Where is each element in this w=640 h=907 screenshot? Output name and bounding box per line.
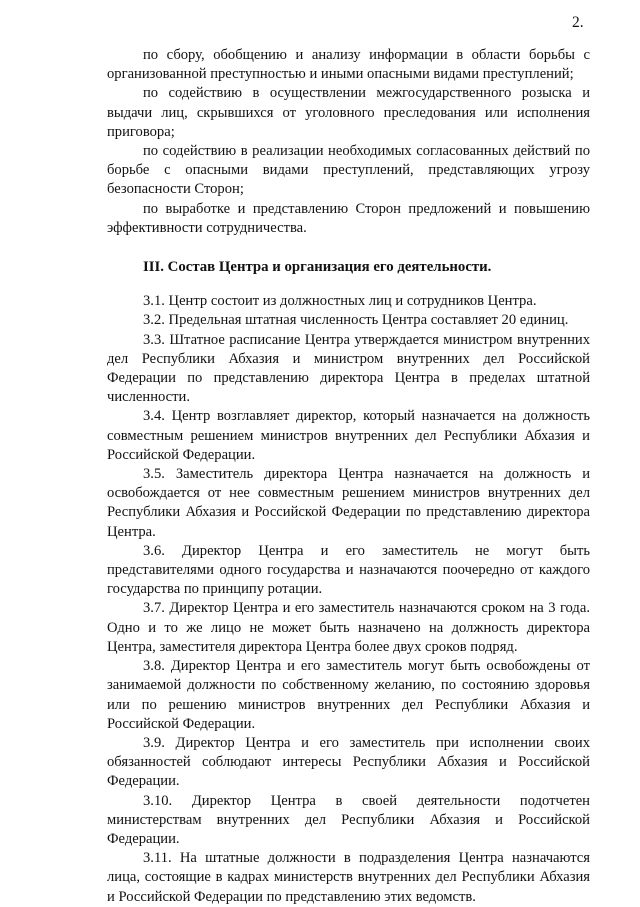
clause-3-10: 3.10. Директор Центра в своей деятельности подотчетен министерствам внутренних дел Республики Абхазия и Российской Федерации.: [107, 792, 590, 847]
clause-3-8: 3.8. Директор Центра и его заместитель могут быть освобождены от занимаемой должности по собственному желанию, по состоянию здоровья или по решению министров внутренних дел Республики Абхазия и Российской Федерации.: [107, 658, 590, 732]
clause-3-1: 3.1. Центр состоит из должностных лиц и сотрудников Центра.: [143, 293, 537, 310]
clause-3-2: 3.2. Предельная штатная численность Центра составляет 20 единиц.: [143, 312, 569, 329]
clause-3-3: 3.3. Штатное расписание Центра утверждается министром внутренних дел Республики Абхазия и министром внутренних дел Российской Федерации по представлению директора Центра в пределах штатной численности.: [107, 331, 590, 406]
intro-paragraph-2: по содействию в осуществлении межгосударственного розыска и выдачи лиц, скрывшихся от уголовного преследования или исполнения приговора;: [107, 85, 590, 140]
clause-3-7: 3.7. Директор Центра и его заместитель назначаются сроком на 3 года. Одно и то же лицо не может быть назначено на должность директора Центра, заместителя директора Центра более двух сроков подряд.: [107, 600, 590, 655]
clause-3-5: 3.5. Заместитель директора Центра назначается на должность и освобождается от нее совместным решением министров внутренних дел Республики Абхазия и Российской Федерации по представлению директора Центра.: [107, 466, 590, 540]
section-heading: III. Состав Центра и организация его деятельности.: [143, 259, 492, 276]
intro-paragraph-4: по выработке и представлению Сторон предложений и повышению эффективности сотрудничества.: [107, 200, 590, 236]
intro-paragraph-1: по сбору, обобщению и анализу информации в области борьбы с организованной преступностью и иными опасными видами преступлений;: [107, 47, 590, 83]
clause-3-11: 3.11. На штатные должности в подразделения Центра назначаются лица, состоящие в кадрах министерств внутренних дел Республики Абхазия и Российской Федерации по представлению этих ведомств.: [107, 850, 590, 905]
document-body: [107, 46, 590, 907]
intro-paragraph-3: по содействию в реализации необходимых согласованных действий по борьбе с опасными видами преступлений, представляющих угрозу безопасности Сторон;: [107, 143, 590, 198]
page-number: 2.: [572, 14, 584, 31]
clause-3-6: 3.6. Директор Центра и его заместитель не могут быть представителями одного государства и назначаются поочередно от каждого государства по принципу ротации.: [107, 542, 590, 598]
clause-3-4: 3.4. Центр возглавляет директор, который назначается на должность совместным решением министров внутренних дел Республики Абхазия и Российской Федерации.: [107, 408, 590, 463]
clause-3-9: 3.9. Директор Центра и его заместитель при исполнении своих обязанностей соблюдают интересы Республики Абхазия и Российской Федерации.: [107, 734, 590, 790]
